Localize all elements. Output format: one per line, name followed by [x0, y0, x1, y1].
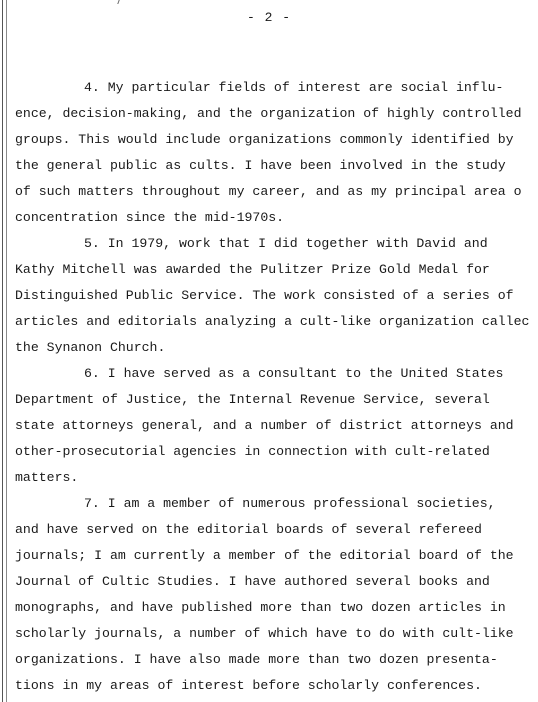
- paragraph-4-line-1: 4. My particular fields of interest are social influ-: [84, 80, 504, 95]
- paragraph-4-line-2: ence, decision-making, and the organization of highly controlled: [15, 106, 522, 121]
- left-margin-rule-inner: [6, 0, 7, 702]
- paragraph-7-line-7: organizations. I have also made more than two dozen presenta-: [15, 652, 498, 667]
- body-text: [15, 75, 530, 699]
- paragraph-7-line-3: journals; I am currently a member of the editorial board of the: [15, 548, 514, 563]
- paragraph-4-line-6: concentration since the mid-1970s.: [15, 210, 285, 225]
- paragraph-6-line-4: other-prosecutorial agencies in connection with cult-related: [15, 444, 490, 459]
- paragraph-7-line-1: 7. I am a member of numerous professional societies,: [84, 496, 496, 511]
- paragraph-4-line-3: groups. This would include organizations commonly identified by: [15, 132, 514, 147]
- paragraph-6-line-2: Department of Justice, the Internal Revenue Service, several: [15, 392, 490, 407]
- paragraph-5-line-5: the Synanon Church.: [15, 340, 166, 355]
- stray-mark: [111, 0, 119, 4]
- paragraph-5-line-4: articles and editorials analyzing a cult-like organization callec: [15, 314, 530, 329]
- paragraph-6-line-5: matters.: [15, 470, 79, 485]
- paragraph-5-line-2: Kathy Mitchell was awarded the Pulitzer Prize Gold Medal for: [15, 262, 490, 277]
- paragraph-6-line-1: 6. I have served as a consultant to the United States: [84, 366, 504, 381]
- paragraph-7-line-2: and have served on the editorial boards of several refereed: [15, 522, 482, 537]
- page-number: - 2 -: [246, 10, 291, 25]
- paragraph-6-line-3: state attorneys general, and a number of district attorneys and: [15, 418, 514, 433]
- paragraph-5-line-1: 5. In 1979, work that I did together with David and: [84, 236, 488, 251]
- paragraph-5-line-3: Distinguished Public Service. The work consisted of a series of: [15, 288, 514, 303]
- paragraph-7-line-6: scholarly journals, a number of which have to do with cult-like: [15, 626, 514, 641]
- paragraph-7-line-5: monographs, and have published more than two dozen articles in: [15, 600, 506, 615]
- paragraph-7-line-4: Journal of Cultic Studies. I have authored several books and: [15, 574, 490, 589]
- paragraph-4-line-5: of such matters throughout my career, and as my principal area o: [15, 184, 522, 199]
- paragraph-4-line-4: the general public as cults. I have been involved in the study: [15, 158, 506, 173]
- paragraph-7-line-8: tions in my areas of interest before scholarly conferences.: [15, 678, 482, 693]
- left-margin-rule: [2, 0, 3, 702]
